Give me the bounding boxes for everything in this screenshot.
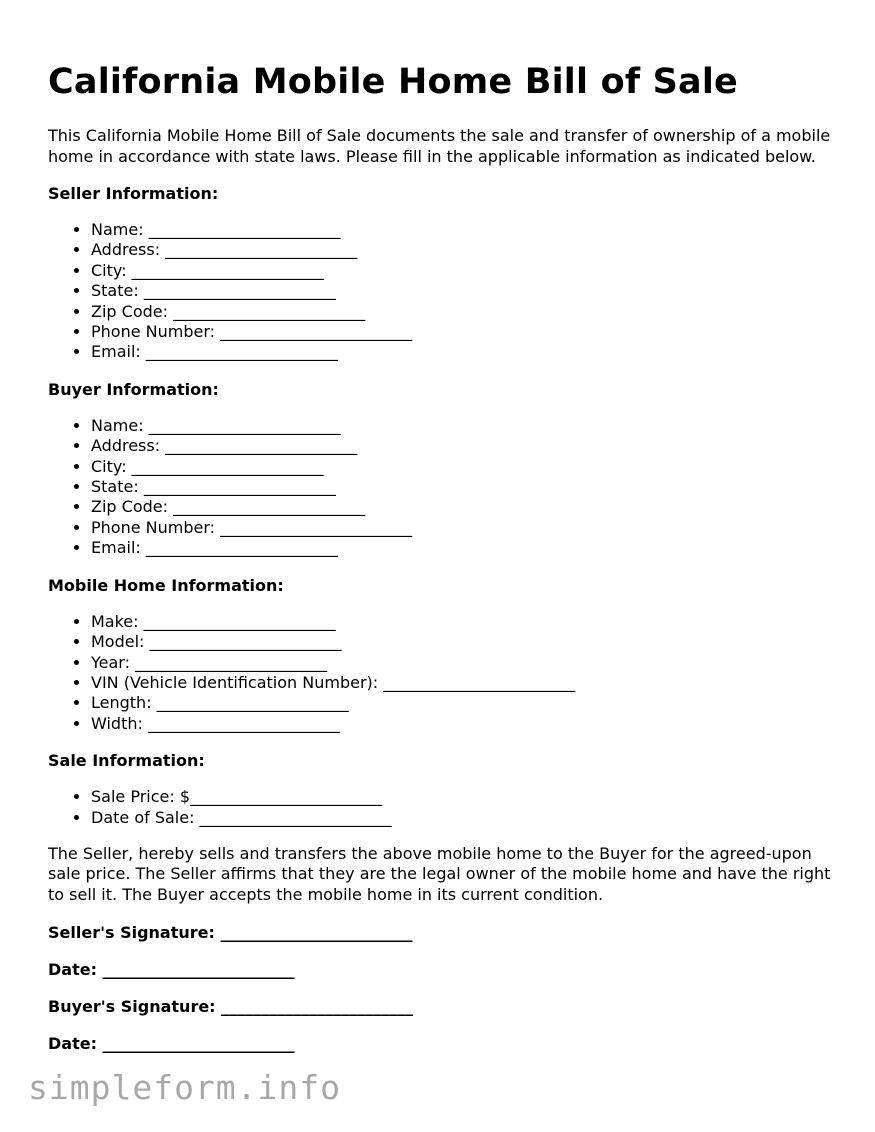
watermark: simpleform.info	[28, 1068, 342, 1107]
buyer-date-line: Date: ________________________	[48, 1034, 295, 1054]
buyer-email-field: • Email: ________________________	[91, 538, 838, 558]
sale-section-heading: Sale Information:	[48, 751, 205, 771]
model-field: • Model: ________________________	[91, 632, 838, 652]
seller-address-field: • Address: ________________________	[91, 240, 838, 260]
sale-fields-list	[48, 787, 838, 828]
buyer-state-field: • State: ________________________	[91, 477, 838, 497]
seller-city-field: • City: ________________________	[91, 261, 838, 281]
year-field: • Year: ________________________	[91, 653, 838, 673]
buyer-zip-field: • Zip Code: ________________________	[91, 497, 838, 517]
seller-phone-field: • Phone Number: ________________________	[91, 322, 838, 342]
seller-state-field: • State: ________________________	[91, 281, 838, 301]
buyer-city-field: • City: ________________________	[91, 457, 838, 477]
mobile-home-fields-list	[48, 612, 838, 734]
sale-price-field: • Sale Price: $________________________	[91, 787, 838, 807]
seller-section-heading: Seller Information:	[48, 184, 219, 203]
buyer-signature-line: Buyer's Signature: ________________________	[48, 997, 414, 1017]
make-field: • Make: ________________________	[91, 612, 838, 632]
closing-paragraph: The Seller, hereby sells and transfers the above mobile home to the Buyer for the agreed-upon sale price. The Seller affirms that they are the legal owner of the mobile home and have the right to sell it. The Buyer accepts the mobile home in its current condition.	[48, 843, 831, 904]
mobile-home-section-heading: Mobile Home Information:	[48, 575, 284, 595]
buyer-phone-field: • Phone Number: ________________________	[91, 518, 838, 538]
seller-name-field: • Name: ________________________	[91, 220, 838, 240]
seller-date-line: Date: ________________________	[48, 960, 295, 980]
date-of-sale-field: • Date of Sale: ________________________	[91, 808, 838, 828]
seller-fields-list	[48, 220, 838, 363]
width-field: • Width: ________________________	[91, 714, 838, 734]
seller-signature-line: Seller's Signature: ________________________	[48, 923, 413, 943]
vin-field: • VIN (Vehicle Identification Number): ________________________	[91, 673, 838, 693]
buyer-address-field: • Address: ________________________	[91, 436, 838, 456]
buyer-name-field: • Name: ________________________	[91, 416, 838, 436]
length-field: • Length: ________________________	[91, 693, 838, 713]
seller-email-field: • Email: ________________________	[91, 342, 838, 362]
buyer-fields-list	[48, 416, 838, 559]
intro-paragraph: This California Mobile Home Bill of Sale documents the sale and transfer of ownership of a mobile home in accordance with state laws. Please fill in the applicable information as indicated below.	[48, 126, 831, 166]
buyer-section-heading: Buyer Information:	[48, 379, 219, 399]
page-title: California Mobile Home Bill of Sale	[48, 62, 738, 102]
seller-zip-field: • Zip Code: ________________________	[91, 302, 838, 322]
document-page	[48, 62, 838, 1070]
